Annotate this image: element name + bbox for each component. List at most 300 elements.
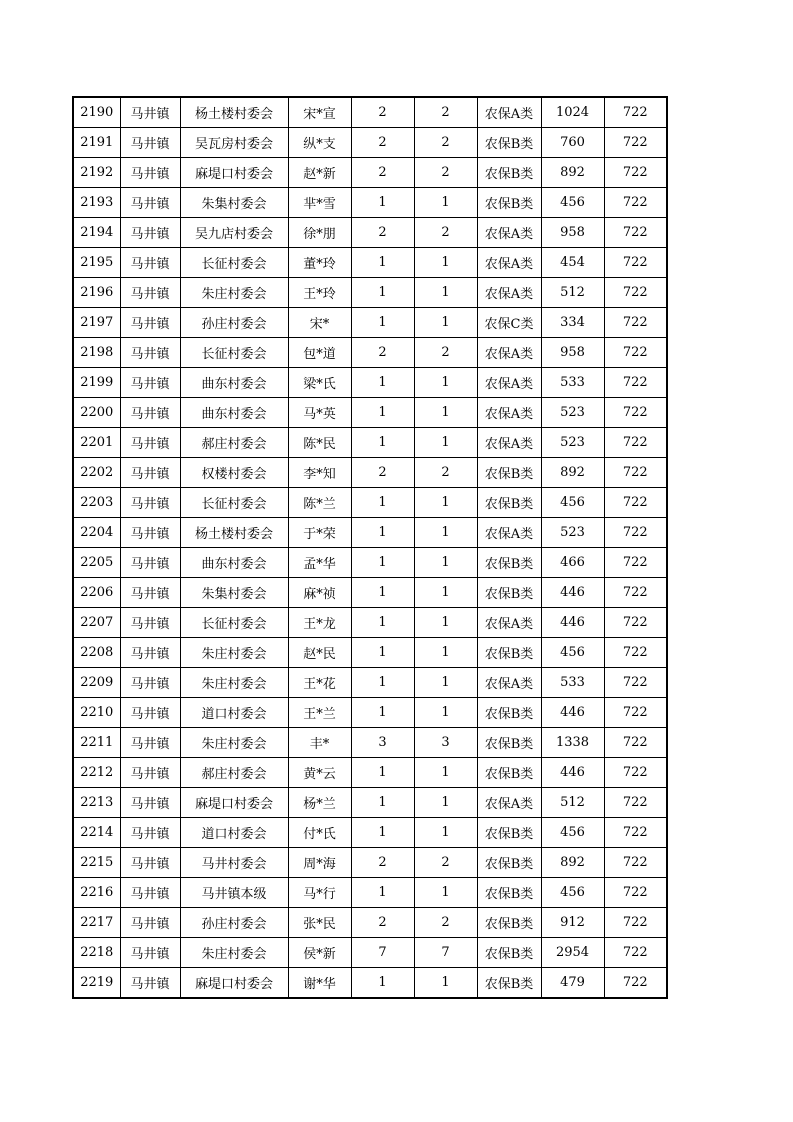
table-row	[73, 818, 667, 848]
code-cell: 722	[604, 518, 667, 548]
code-cell: 722	[604, 398, 667, 428]
code-cell: 722	[604, 158, 667, 188]
name-cell: 徐*朋	[288, 218, 351, 248]
row-number-cell: 2199	[73, 368, 120, 398]
row-number-cell: 2209	[73, 668, 120, 698]
row-number-cell: 2212	[73, 758, 120, 788]
category-cell: 农保A类	[477, 788, 541, 818]
table-row	[73, 458, 667, 488]
village-committee-cell: 曲东村委会	[180, 398, 288, 428]
town-cell: 马井镇	[120, 668, 180, 698]
category-cell: 农保B类	[477, 638, 541, 668]
category-cell: 农保B类	[477, 968, 541, 999]
name-cell: 宋*	[288, 308, 351, 338]
town-cell: 马井镇	[120, 308, 180, 338]
village-committee-cell: 长征村委会	[180, 608, 288, 638]
code-cell: 722	[604, 878, 667, 908]
category-cell: 农保B类	[477, 188, 541, 218]
person-count-cell: 2	[414, 128, 477, 158]
category-cell: 农保B类	[477, 128, 541, 158]
table-row	[73, 638, 667, 668]
household-count-cell: 1	[351, 788, 414, 818]
name-cell: 丰*	[288, 728, 351, 758]
code-cell: 722	[604, 548, 667, 578]
village-committee-cell: 长征村委会	[180, 488, 288, 518]
household-count-cell: 1	[351, 758, 414, 788]
category-cell: 农保B类	[477, 578, 541, 608]
village-committee-cell: 马井村委会	[180, 848, 288, 878]
code-cell: 722	[604, 758, 667, 788]
name-cell: 董*玲	[288, 248, 351, 278]
village-committee-cell: 孙庄村委会	[180, 908, 288, 938]
row-number-cell: 2218	[73, 938, 120, 968]
row-number-cell: 2202	[73, 458, 120, 488]
row-number-cell: 2194	[73, 218, 120, 248]
table-row	[73, 728, 667, 758]
person-count-cell: 2	[414, 218, 477, 248]
name-cell: 王*龙	[288, 608, 351, 638]
table-row	[73, 218, 667, 248]
code-cell: 722	[604, 608, 667, 638]
category-cell: 农保B类	[477, 908, 541, 938]
category-cell: 农保B类	[477, 458, 541, 488]
category-cell: 农保A类	[477, 398, 541, 428]
person-count-cell: 1	[414, 248, 477, 278]
row-number-cell: 2215	[73, 848, 120, 878]
name-cell: 侯*新	[288, 938, 351, 968]
village-committee-cell: 郝庄村委会	[180, 428, 288, 458]
amount-cell: 456	[541, 488, 604, 518]
amount-cell: 456	[541, 818, 604, 848]
name-cell: 王*兰	[288, 698, 351, 728]
code-cell: 722	[604, 848, 667, 878]
town-cell: 马井镇	[120, 158, 180, 188]
village-committee-cell: 道口村委会	[180, 818, 288, 848]
amount-cell: 1338	[541, 728, 604, 758]
person-count-cell: 1	[414, 578, 477, 608]
household-count-cell: 2	[351, 128, 414, 158]
household-count-cell: 1	[351, 518, 414, 548]
household-count-cell: 1	[351, 248, 414, 278]
table-row	[73, 758, 667, 788]
amount-cell: 523	[541, 518, 604, 548]
household-count-cell: 7	[351, 938, 414, 968]
village-committee-cell: 杨土楼村委会	[180, 97, 288, 128]
town-cell: 马井镇	[120, 338, 180, 368]
table-row	[73, 278, 667, 308]
town-cell: 马井镇	[120, 848, 180, 878]
village-committee-cell: 吴瓦房村委会	[180, 128, 288, 158]
village-committee-cell: 朱庄村委会	[180, 938, 288, 968]
amount-cell: 523	[541, 428, 604, 458]
code-cell: 722	[604, 248, 667, 278]
village-committee-cell: 麻堤口村委会	[180, 158, 288, 188]
amount-cell: 892	[541, 158, 604, 188]
code-cell: 722	[604, 218, 667, 248]
document-page	[72, 96, 668, 999]
name-cell: 马*英	[288, 398, 351, 428]
person-count-cell: 1	[414, 788, 477, 818]
row-number-cell: 2192	[73, 158, 120, 188]
village-committee-cell: 朱庄村委会	[180, 278, 288, 308]
name-cell: 周*海	[288, 848, 351, 878]
table-row	[73, 398, 667, 428]
code-cell: 722	[604, 968, 667, 999]
table-row	[73, 428, 667, 458]
category-cell: 农保B类	[477, 548, 541, 578]
town-cell: 马井镇	[120, 938, 180, 968]
name-cell: 芈*雪	[288, 188, 351, 218]
town-cell: 马井镇	[120, 788, 180, 818]
town-cell: 马井镇	[120, 278, 180, 308]
code-cell: 722	[604, 128, 667, 158]
village-committee-cell: 孙庄村委会	[180, 308, 288, 338]
person-count-cell: 2	[414, 158, 477, 188]
town-cell: 马井镇	[120, 218, 180, 248]
person-count-cell: 1	[414, 518, 477, 548]
table-row	[73, 548, 667, 578]
amount-cell: 533	[541, 368, 604, 398]
code-cell: 722	[604, 908, 667, 938]
code-cell: 722	[604, 338, 667, 368]
row-number-cell: 2211	[73, 728, 120, 758]
row-number-cell: 2210	[73, 698, 120, 728]
amount-cell: 512	[541, 278, 604, 308]
village-committee-cell: 朱集村委会	[180, 188, 288, 218]
row-number-cell: 2201	[73, 428, 120, 458]
code-cell: 722	[604, 97, 667, 128]
code-cell: 722	[604, 728, 667, 758]
amount-cell: 454	[541, 248, 604, 278]
category-cell: 农保A类	[477, 668, 541, 698]
name-cell: 马*行	[288, 878, 351, 908]
code-cell: 722	[604, 668, 667, 698]
person-count-cell: 2	[414, 458, 477, 488]
code-cell: 722	[604, 698, 667, 728]
amount-cell: 958	[541, 338, 604, 368]
category-cell: 农保A类	[477, 248, 541, 278]
amount-cell: 446	[541, 758, 604, 788]
household-count-cell: 1	[351, 398, 414, 428]
table-row	[73, 97, 667, 128]
name-cell: 包*道	[288, 338, 351, 368]
town-cell: 马井镇	[120, 878, 180, 908]
household-count-cell: 1	[351, 578, 414, 608]
table-row	[73, 188, 667, 218]
person-count-cell: 1	[414, 878, 477, 908]
village-committee-cell: 长征村委会	[180, 338, 288, 368]
town-cell: 马井镇	[120, 758, 180, 788]
town-cell: 马井镇	[120, 518, 180, 548]
table-row	[73, 938, 667, 968]
row-number-cell: 2216	[73, 878, 120, 908]
table-row	[73, 968, 667, 999]
name-cell: 李*知	[288, 458, 351, 488]
code-cell: 722	[604, 308, 667, 338]
table-row	[73, 518, 667, 548]
category-cell: 农保B类	[477, 758, 541, 788]
household-count-cell: 2	[351, 908, 414, 938]
amount-cell: 456	[541, 188, 604, 218]
row-number-cell: 2204	[73, 518, 120, 548]
person-count-cell: 2	[414, 848, 477, 878]
row-number-cell: 2203	[73, 488, 120, 518]
amount-cell: 523	[541, 398, 604, 428]
code-cell: 722	[604, 278, 667, 308]
town-cell: 马井镇	[120, 458, 180, 488]
village-committee-cell: 杨土楼村委会	[180, 518, 288, 548]
category-cell: 农保B类	[477, 848, 541, 878]
table-row	[73, 338, 667, 368]
name-cell: 陈*民	[288, 428, 351, 458]
household-count-cell: 2	[351, 158, 414, 188]
table-row	[73, 848, 667, 878]
data-table	[72, 96, 668, 999]
name-cell: 宋*宣	[288, 97, 351, 128]
row-number-cell: 2208	[73, 638, 120, 668]
category-cell: 农保B类	[477, 878, 541, 908]
table-row	[73, 248, 667, 278]
amount-cell: 512	[541, 788, 604, 818]
code-cell: 722	[604, 938, 667, 968]
town-cell: 马井镇	[120, 728, 180, 758]
row-number-cell: 2198	[73, 338, 120, 368]
category-cell: 农保B类	[477, 938, 541, 968]
village-committee-cell: 朱庄村委会	[180, 638, 288, 668]
category-cell: 农保A类	[477, 368, 541, 398]
amount-cell: 533	[541, 668, 604, 698]
town-cell: 马井镇	[120, 608, 180, 638]
household-count-cell: 1	[351, 368, 414, 398]
row-number-cell: 2217	[73, 908, 120, 938]
name-cell: 纵*支	[288, 128, 351, 158]
person-count-cell: 7	[414, 938, 477, 968]
code-cell: 722	[604, 488, 667, 518]
row-number-cell: 2196	[73, 278, 120, 308]
town-cell: 马井镇	[120, 97, 180, 128]
person-count-cell: 1	[414, 548, 477, 578]
town-cell: 马井镇	[120, 908, 180, 938]
category-cell: 农保B类	[477, 728, 541, 758]
person-count-cell: 1	[414, 188, 477, 218]
table-row	[73, 158, 667, 188]
table-row	[73, 788, 667, 818]
code-cell: 722	[604, 428, 667, 458]
town-cell: 马井镇	[120, 248, 180, 278]
household-count-cell: 2	[351, 458, 414, 488]
household-count-cell: 3	[351, 728, 414, 758]
row-number-cell: 2200	[73, 398, 120, 428]
table-row	[73, 578, 667, 608]
table-row	[73, 878, 667, 908]
household-count-cell: 1	[351, 818, 414, 848]
row-number-cell: 2191	[73, 128, 120, 158]
household-count-cell: 1	[351, 278, 414, 308]
amount-cell: 446	[541, 698, 604, 728]
amount-cell: 892	[541, 848, 604, 878]
name-cell: 赵*民	[288, 638, 351, 668]
person-count-cell: 1	[414, 428, 477, 458]
table-row	[73, 488, 667, 518]
person-count-cell: 1	[414, 278, 477, 308]
village-committee-cell: 吴九店村委会	[180, 218, 288, 248]
person-count-cell: 2	[414, 908, 477, 938]
person-count-cell: 1	[414, 488, 477, 518]
person-count-cell: 1	[414, 668, 477, 698]
row-number-cell: 2197	[73, 308, 120, 338]
person-count-cell: 1	[414, 698, 477, 728]
table-row	[73, 128, 667, 158]
name-cell: 杨*兰	[288, 788, 351, 818]
amount-cell: 2954	[541, 938, 604, 968]
household-count-cell: 1	[351, 638, 414, 668]
row-number-cell: 2207	[73, 608, 120, 638]
table-row	[73, 608, 667, 638]
town-cell: 马井镇	[120, 398, 180, 428]
amount-cell: 892	[541, 458, 604, 488]
person-count-cell: 1	[414, 968, 477, 999]
category-cell: 农保A类	[477, 428, 541, 458]
person-count-cell: 3	[414, 728, 477, 758]
code-cell: 722	[604, 578, 667, 608]
table-row	[73, 668, 667, 698]
amount-cell: 446	[541, 608, 604, 638]
table-row	[73, 308, 667, 338]
household-count-cell: 2	[351, 97, 414, 128]
category-cell: 农保B类	[477, 158, 541, 188]
amount-cell: 334	[541, 308, 604, 338]
table-body	[73, 97, 667, 998]
village-committee-cell: 朱集村委会	[180, 578, 288, 608]
person-count-cell: 1	[414, 368, 477, 398]
town-cell: 马井镇	[120, 368, 180, 398]
town-cell: 马井镇	[120, 818, 180, 848]
household-count-cell: 1	[351, 188, 414, 218]
village-committee-cell: 朱庄村委会	[180, 668, 288, 698]
village-committee-cell: 麻堤口村委会	[180, 788, 288, 818]
village-committee-cell: 道口村委会	[180, 698, 288, 728]
household-count-cell: 1	[351, 488, 414, 518]
category-cell: 农保A类	[477, 338, 541, 368]
row-number-cell: 2206	[73, 578, 120, 608]
code-cell: 722	[604, 818, 667, 848]
amount-cell: 456	[541, 878, 604, 908]
household-count-cell: 1	[351, 428, 414, 458]
code-cell: 722	[604, 458, 667, 488]
category-cell: 农保B类	[477, 698, 541, 728]
category-cell: 农保A类	[477, 218, 541, 248]
name-cell: 赵*新	[288, 158, 351, 188]
code-cell: 722	[604, 638, 667, 668]
category-cell: 农保A类	[477, 518, 541, 548]
name-cell: 孟*华	[288, 548, 351, 578]
person-count-cell: 1	[414, 818, 477, 848]
household-count-cell: 1	[351, 608, 414, 638]
table-row	[73, 908, 667, 938]
person-count-cell: 1	[414, 398, 477, 428]
name-cell: 王*玲	[288, 278, 351, 308]
amount-cell: 456	[541, 638, 604, 668]
town-cell: 马井镇	[120, 638, 180, 668]
category-cell: 农保A类	[477, 97, 541, 128]
code-cell: 722	[604, 188, 667, 218]
household-count-cell: 1	[351, 308, 414, 338]
person-count-cell: 1	[414, 308, 477, 338]
town-cell: 马井镇	[120, 578, 180, 608]
row-number-cell: 2219	[73, 968, 120, 999]
category-cell: 农保B类	[477, 818, 541, 848]
village-committee-cell: 曲东村委会	[180, 368, 288, 398]
person-count-cell: 1	[414, 758, 477, 788]
amount-cell: 446	[541, 578, 604, 608]
household-count-cell: 2	[351, 848, 414, 878]
household-count-cell: 1	[351, 878, 414, 908]
village-committee-cell: 麻堤口村委会	[180, 968, 288, 999]
row-number-cell: 2195	[73, 248, 120, 278]
category-cell: 农保A类	[477, 608, 541, 638]
code-cell: 722	[604, 368, 667, 398]
household-count-cell: 1	[351, 698, 414, 728]
name-cell: 王*花	[288, 668, 351, 698]
category-cell: 农保B类	[477, 488, 541, 518]
town-cell: 马井镇	[120, 488, 180, 518]
name-cell: 付*氏	[288, 818, 351, 848]
town-cell: 马井镇	[120, 548, 180, 578]
amount-cell: 958	[541, 218, 604, 248]
amount-cell: 466	[541, 548, 604, 578]
village-committee-cell: 朱庄村委会	[180, 728, 288, 758]
household-count-cell: 1	[351, 968, 414, 999]
row-number-cell: 2193	[73, 188, 120, 218]
name-cell: 谢*华	[288, 968, 351, 999]
person-count-cell: 1	[414, 638, 477, 668]
village-committee-cell: 长征村委会	[180, 248, 288, 278]
person-count-cell: 2	[414, 97, 477, 128]
household-count-cell: 2	[351, 338, 414, 368]
village-committee-cell: 权楼村委会	[180, 458, 288, 488]
household-count-cell: 1	[351, 548, 414, 578]
town-cell: 马井镇	[120, 188, 180, 218]
town-cell: 马井镇	[120, 968, 180, 999]
name-cell: 陈*兰	[288, 488, 351, 518]
name-cell: 梁*氏	[288, 368, 351, 398]
town-cell: 马井镇	[120, 698, 180, 728]
amount-cell: 912	[541, 908, 604, 938]
village-committee-cell: 郝庄村委会	[180, 758, 288, 788]
name-cell: 于*荣	[288, 518, 351, 548]
name-cell: 黄*云	[288, 758, 351, 788]
household-count-cell: 1	[351, 668, 414, 698]
row-number-cell: 2190	[73, 97, 120, 128]
household-count-cell: 2	[351, 218, 414, 248]
table-row	[73, 698, 667, 728]
town-cell: 马井镇	[120, 128, 180, 158]
amount-cell: 479	[541, 968, 604, 999]
code-cell: 722	[604, 788, 667, 818]
town-cell: 马井镇	[120, 428, 180, 458]
village-committee-cell: 曲东村委会	[180, 548, 288, 578]
category-cell: 农保A类	[477, 278, 541, 308]
village-committee-cell: 马井镇本级	[180, 878, 288, 908]
name-cell: 张*民	[288, 908, 351, 938]
category-cell: 农保C类	[477, 308, 541, 338]
row-number-cell: 2214	[73, 818, 120, 848]
amount-cell: 760	[541, 128, 604, 158]
amount-cell: 1024	[541, 97, 604, 128]
name-cell: 麻*祯	[288, 578, 351, 608]
row-number-cell: 2205	[73, 548, 120, 578]
person-count-cell: 1	[414, 608, 477, 638]
